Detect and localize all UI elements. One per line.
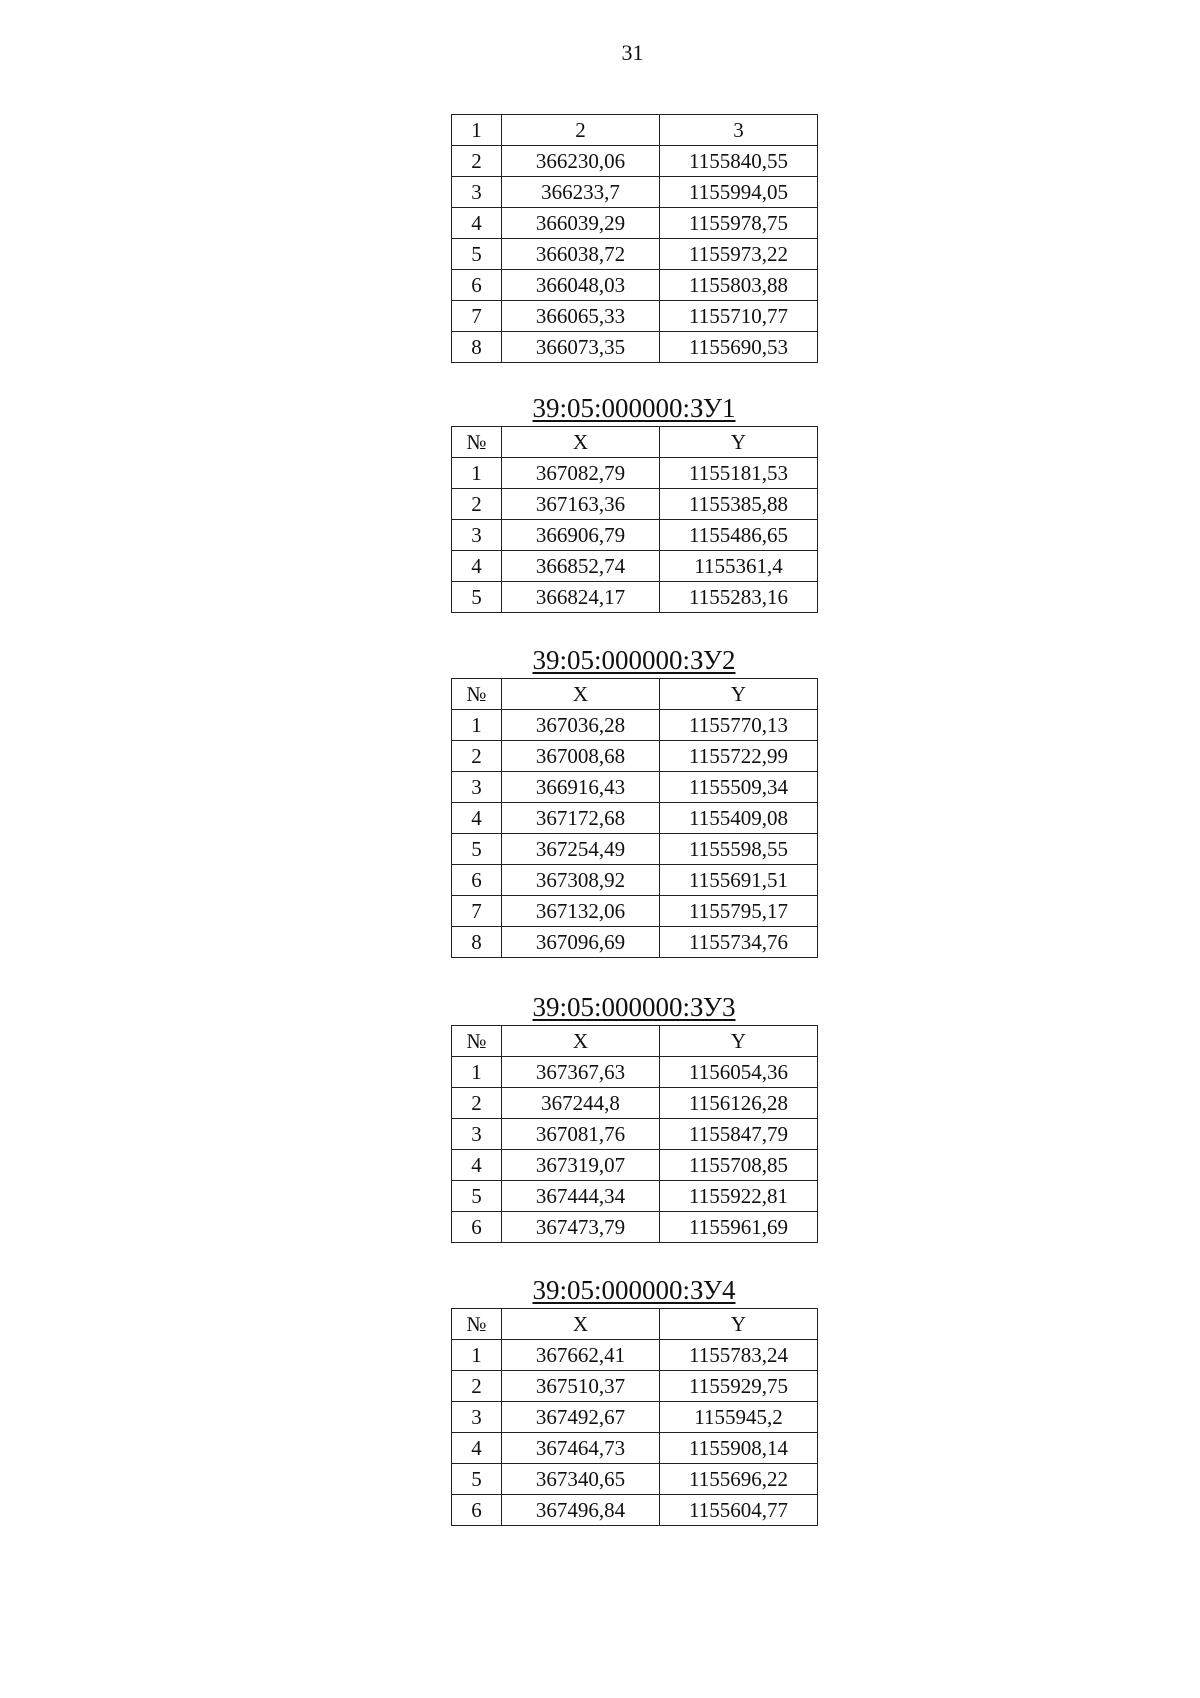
table-row [452, 772, 818, 803]
point-number-cell: 6 [452, 1495, 502, 1526]
point-number-cell: 2 [452, 489, 502, 520]
point-number-cell: 8 [452, 332, 502, 363]
parcel-block-zu3 [451, 991, 817, 1243]
parcel-block-zu4 [451, 1274, 817, 1526]
point-number-cell: 5 [452, 239, 502, 270]
x-coordinate-cell: 366039,29 [502, 208, 660, 239]
point-number-cell: 8 [452, 927, 502, 958]
header-cell: X [502, 427, 660, 458]
table-row [452, 1119, 818, 1150]
x-coordinate-cell: 366916,43 [502, 772, 660, 803]
x-coordinate-cell: 367464,73 [502, 1433, 660, 1464]
y-coordinate-cell: 1155770,13 [660, 710, 818, 741]
x-coordinate-cell: 367254,49 [502, 834, 660, 865]
table-row [452, 834, 818, 865]
y-coordinate-cell: 1155409,08 [660, 803, 818, 834]
y-coordinate-cell: 1155929,75 [660, 1371, 818, 1402]
header-cell: X [502, 1309, 660, 1340]
x-coordinate-cell: 367081,76 [502, 1119, 660, 1150]
coordinate-table [451, 1025, 818, 1243]
point-number-cell: 2 [452, 1371, 502, 1402]
table-row [452, 1181, 818, 1212]
table-row [452, 1402, 818, 1433]
table-row [452, 1495, 818, 1526]
x-coordinate-cell: 367308,92 [502, 865, 660, 896]
table-body [452, 679, 818, 958]
header-cell: Y [660, 679, 818, 710]
coordinate-table [451, 678, 818, 958]
table-body [452, 115, 818, 363]
header-cell: № [452, 1309, 502, 1340]
point-number-cell: 2 [452, 1088, 502, 1119]
header-cell: № [452, 1026, 502, 1057]
point-number-cell: 3 [452, 1119, 502, 1150]
table-row [452, 1057, 818, 1088]
y-coordinate-cell: 1155908,14 [660, 1433, 818, 1464]
point-number-cell: 4 [452, 1150, 502, 1181]
table-row [452, 582, 818, 613]
x-coordinate-cell: 367132,06 [502, 896, 660, 927]
y-coordinate-cell: 1155708,85 [660, 1150, 818, 1181]
x-coordinate-cell: 367082,79 [502, 458, 660, 489]
table-row [452, 1340, 818, 1371]
table-row [452, 177, 818, 208]
header-cell: 1 [452, 115, 502, 146]
table-row [452, 551, 818, 582]
x-coordinate-cell: 367510,37 [502, 1371, 660, 1402]
y-coordinate-cell: 1155598,55 [660, 834, 818, 865]
table-row [452, 239, 818, 270]
x-coordinate-cell: 366230,06 [502, 146, 660, 177]
table-header-row [452, 1026, 818, 1057]
y-coordinate-cell: 1155803,88 [660, 270, 818, 301]
point-number-cell: 2 [452, 741, 502, 772]
y-coordinate-cell: 1155922,81 [660, 1181, 818, 1212]
header-cell: X [502, 1026, 660, 1057]
y-coordinate-cell: 1155847,79 [660, 1119, 818, 1150]
y-coordinate-cell: 1155710,77 [660, 301, 818, 332]
parcel-title: 39:05:000000:ЗУ1 [532, 393, 736, 423]
x-coordinate-cell: 367163,36 [502, 489, 660, 520]
point-number-cell: 7 [452, 896, 502, 927]
y-coordinate-cell: 1155978,75 [660, 208, 818, 239]
y-coordinate-cell: 1156126,28 [660, 1088, 818, 1119]
point-number-cell: 5 [452, 582, 502, 613]
point-number-cell: 4 [452, 803, 502, 834]
y-coordinate-cell: 1156054,36 [660, 1057, 818, 1088]
table-row [452, 1212, 818, 1243]
x-coordinate-cell: 366073,35 [502, 332, 660, 363]
x-coordinate-cell: 366906,79 [502, 520, 660, 551]
header-cell: Y [660, 1026, 818, 1057]
y-coordinate-cell: 1155973,22 [660, 239, 818, 270]
header-cell: № [452, 679, 502, 710]
x-coordinate-cell: 367473,79 [502, 1212, 660, 1243]
point-number-cell: 3 [452, 1402, 502, 1433]
x-coordinate-cell: 367244,8 [502, 1088, 660, 1119]
table-row [452, 270, 818, 301]
point-number-cell: 4 [452, 1433, 502, 1464]
table-row [452, 1088, 818, 1119]
table-header-row [452, 679, 818, 710]
table-row [452, 146, 818, 177]
coordinate-table [451, 1308, 818, 1526]
y-coordinate-cell: 1155181,53 [660, 458, 818, 489]
point-number-cell: 1 [452, 458, 502, 489]
table-row [452, 520, 818, 551]
x-coordinate-cell: 366065,33 [502, 301, 660, 332]
point-number-cell: 5 [452, 1181, 502, 1212]
point-number-cell: 5 [452, 834, 502, 865]
y-coordinate-cell: 1155604,77 [660, 1495, 818, 1526]
y-coordinate-cell: 1155690,53 [660, 332, 818, 363]
table-row [452, 489, 818, 520]
point-number-cell: 7 [452, 301, 502, 332]
header-cell: 2 [502, 115, 660, 146]
point-number-cell: 3 [452, 772, 502, 803]
point-number-cell: 5 [452, 1464, 502, 1495]
table-row [452, 1150, 818, 1181]
y-coordinate-cell: 1155722,99 [660, 741, 818, 772]
table-row [452, 1464, 818, 1495]
point-number-cell: 3 [452, 520, 502, 551]
x-coordinate-cell: 367172,68 [502, 803, 660, 834]
x-coordinate-cell: 367492,67 [502, 1402, 660, 1433]
x-coordinate-cell: 367496,84 [502, 1495, 660, 1526]
y-coordinate-cell: 1155783,24 [660, 1340, 818, 1371]
point-number-cell: 6 [452, 865, 502, 896]
parcel-block-zu1 [451, 392, 817, 613]
y-coordinate-cell: 1155994,05 [660, 177, 818, 208]
y-coordinate-cell: 1155509,34 [660, 772, 818, 803]
header-cell: X [502, 679, 660, 710]
header-cell: № [452, 427, 502, 458]
header-cell: Y [660, 1309, 818, 1340]
y-coordinate-cell: 1155385,88 [660, 489, 818, 520]
x-coordinate-cell: 367036,28 [502, 710, 660, 741]
table-header-row [452, 115, 818, 146]
table-row [452, 1433, 818, 1464]
x-coordinate-cell: 366048,03 [502, 270, 660, 301]
table-row [452, 803, 818, 834]
y-coordinate-cell: 1155691,51 [660, 865, 818, 896]
parcel-title: 39:05:000000:ЗУ3 [532, 992, 736, 1022]
coordinate-table [451, 426, 818, 613]
y-coordinate-cell: 1155945,2 [660, 1402, 818, 1433]
coordinate-table-continuation [451, 114, 817, 363]
y-coordinate-cell: 1155486,65 [660, 520, 818, 551]
parcel-title: 39:05:000000:ЗУ2 [532, 645, 736, 675]
x-coordinate-cell: 367662,41 [502, 1340, 660, 1371]
point-number-cell: 1 [452, 710, 502, 741]
point-number-cell: 1 [452, 1340, 502, 1371]
table-row [452, 741, 818, 772]
x-coordinate-cell: 367367,63 [502, 1057, 660, 1088]
table-row [452, 896, 818, 927]
x-coordinate-cell: 367444,34 [502, 1181, 660, 1212]
x-coordinate-cell: 366824,17 [502, 582, 660, 613]
header-cell: Y [660, 427, 818, 458]
x-coordinate-cell: 367008,68 [502, 741, 660, 772]
table-row [452, 208, 818, 239]
point-number-cell: 4 [452, 551, 502, 582]
table-body [452, 1026, 818, 1243]
y-coordinate-cell: 1155795,17 [660, 896, 818, 927]
point-number-cell: 1 [452, 1057, 502, 1088]
table-body [452, 1309, 818, 1526]
parcel-block-zu2 [451, 644, 817, 958]
x-coordinate-cell: 366852,74 [502, 551, 660, 582]
y-coordinate-cell: 1155734,76 [660, 927, 818, 958]
table-row [452, 865, 818, 896]
table-row [452, 458, 818, 489]
x-coordinate-cell: 366233,7 [502, 177, 660, 208]
page-number: 31 [621, 40, 644, 65]
x-coordinate-cell: 366038,72 [502, 239, 660, 270]
x-coordinate-cell: 367319,07 [502, 1150, 660, 1181]
table-row [452, 927, 818, 958]
point-number-cell: 4 [452, 208, 502, 239]
header-cell: 3 [660, 115, 818, 146]
y-coordinate-cell: 1155283,16 [660, 582, 818, 613]
table-body [452, 427, 818, 613]
point-number-cell: 3 [452, 177, 502, 208]
y-coordinate-cell: 1155840,55 [660, 146, 818, 177]
coordinate-table [451, 114, 818, 363]
point-number-cell: 6 [452, 270, 502, 301]
point-number-cell: 2 [452, 146, 502, 177]
y-coordinate-cell: 1155961,69 [660, 1212, 818, 1243]
table-row [452, 301, 818, 332]
table-row [452, 1371, 818, 1402]
y-coordinate-cell: 1155696,22 [660, 1464, 818, 1495]
table-row [452, 332, 818, 363]
y-coordinate-cell: 1155361,4 [660, 551, 818, 582]
x-coordinate-cell: 367340,65 [502, 1464, 660, 1495]
table-header-row [452, 1309, 818, 1340]
parcel-title: 39:05:000000:ЗУ4 [532, 1275, 736, 1305]
point-number-cell: 6 [452, 1212, 502, 1243]
table-header-row [452, 427, 818, 458]
table-row [452, 710, 818, 741]
x-coordinate-cell: 367096,69 [502, 927, 660, 958]
